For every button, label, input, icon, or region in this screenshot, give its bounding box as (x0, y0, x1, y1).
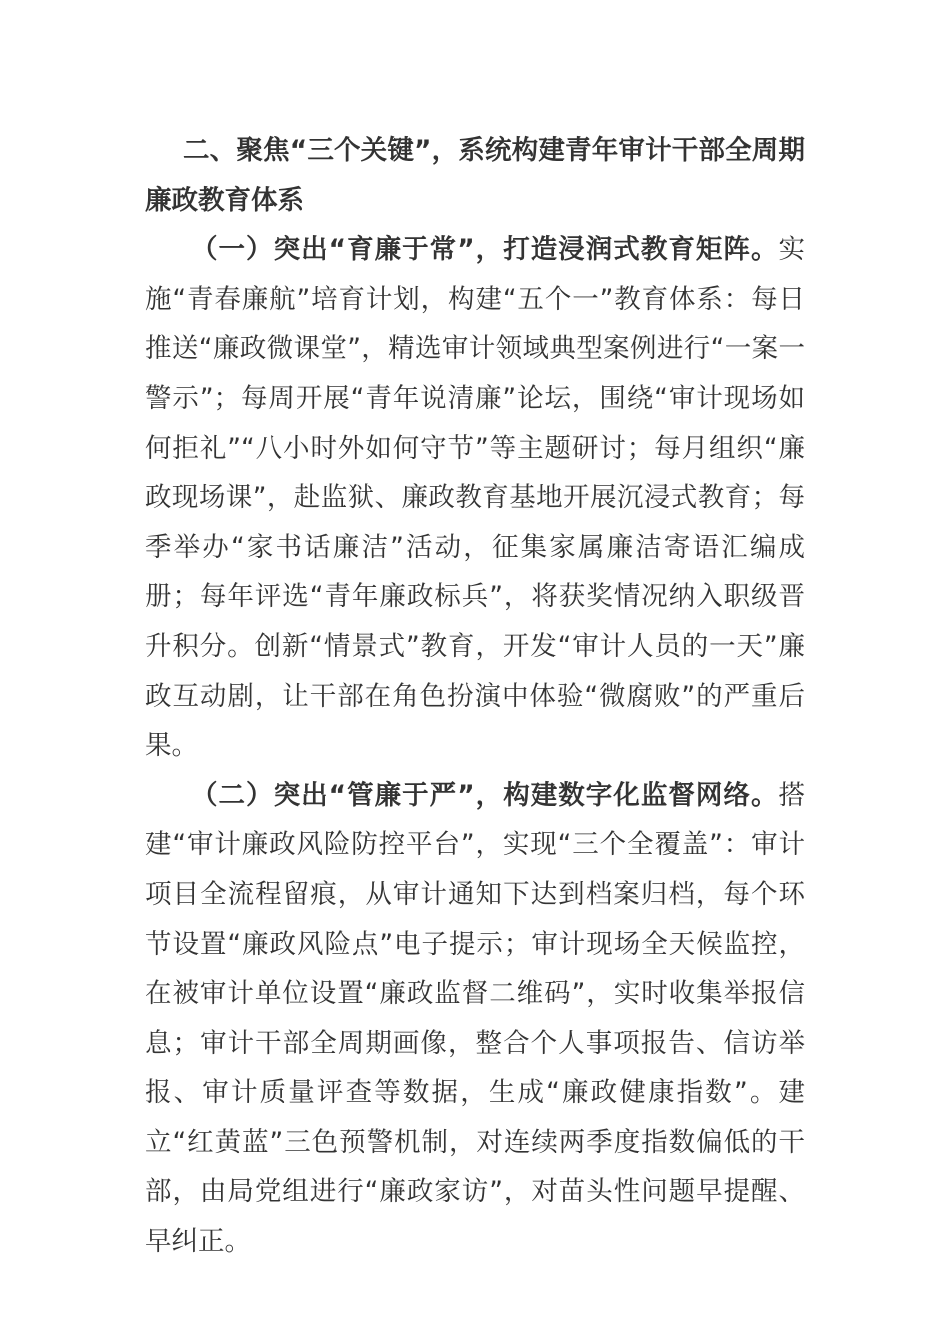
paragraph-2-body: 搭建“审计廉政风险防控平台”，实现“三个全覆盖”：审计项目全流程留痕，从审计通知下达到档案归档，每个环节设置“廉政风险点”电子提示；审计现场全天候监控，在被审计单位设置“廉政监督二维码”，实时收集举报信息；审计干部全周期画像，整合个人事项报告、信访举报、审计质量评查等数据，生成“廉政健康指数”。建立“红黄蓝”三色预警机制，对连续两季度指数偏低的干部，由局党组进行“廉政家访”，对苗头性问题早提醒、早纠正。 (145, 779, 805, 1258)
paragraph-2 (145, 771, 805, 1267)
paragraph-2-lead: （二）突出“管廉于严”，构建数字化监督网络。 (191, 779, 779, 811)
document-body (145, 126, 805, 1267)
paragraph-1 (145, 225, 805, 771)
section-heading: 二、聚焦“三个关键”，系统构建青年审计干部全周期廉政教育体系 (145, 135, 805, 216)
paragraph-1-body: 实施“青春廉航”培育计划，构建“五个一”教育体系：每日推送“廉政微课堂”，精选审计领域典型案例进行“一案一警示”；每周开展“青年说清廉”论坛，围绕“审计现场如何拒礼”“八小时外如何守节”等主题研讨；每月组织“廉政现场课”，赴监狱、廉政教育基地开展沉浸式教育；每季举办“家书话廉洁”活动，征集家属廉洁寄语汇编成册；每年评选“青年廉政标兵”，将获奖情况纳入职级晋升积分。创新“情景式”教育，开发“审计人员的一天”廉政互动剧，让干部在角色扮演中体验“微腐败”的严重后果。 (145, 234, 805, 762)
paragraph-1-lead: （一）突出“育廉于常”，打造浸润式教育矩阵。 (191, 234, 779, 266)
